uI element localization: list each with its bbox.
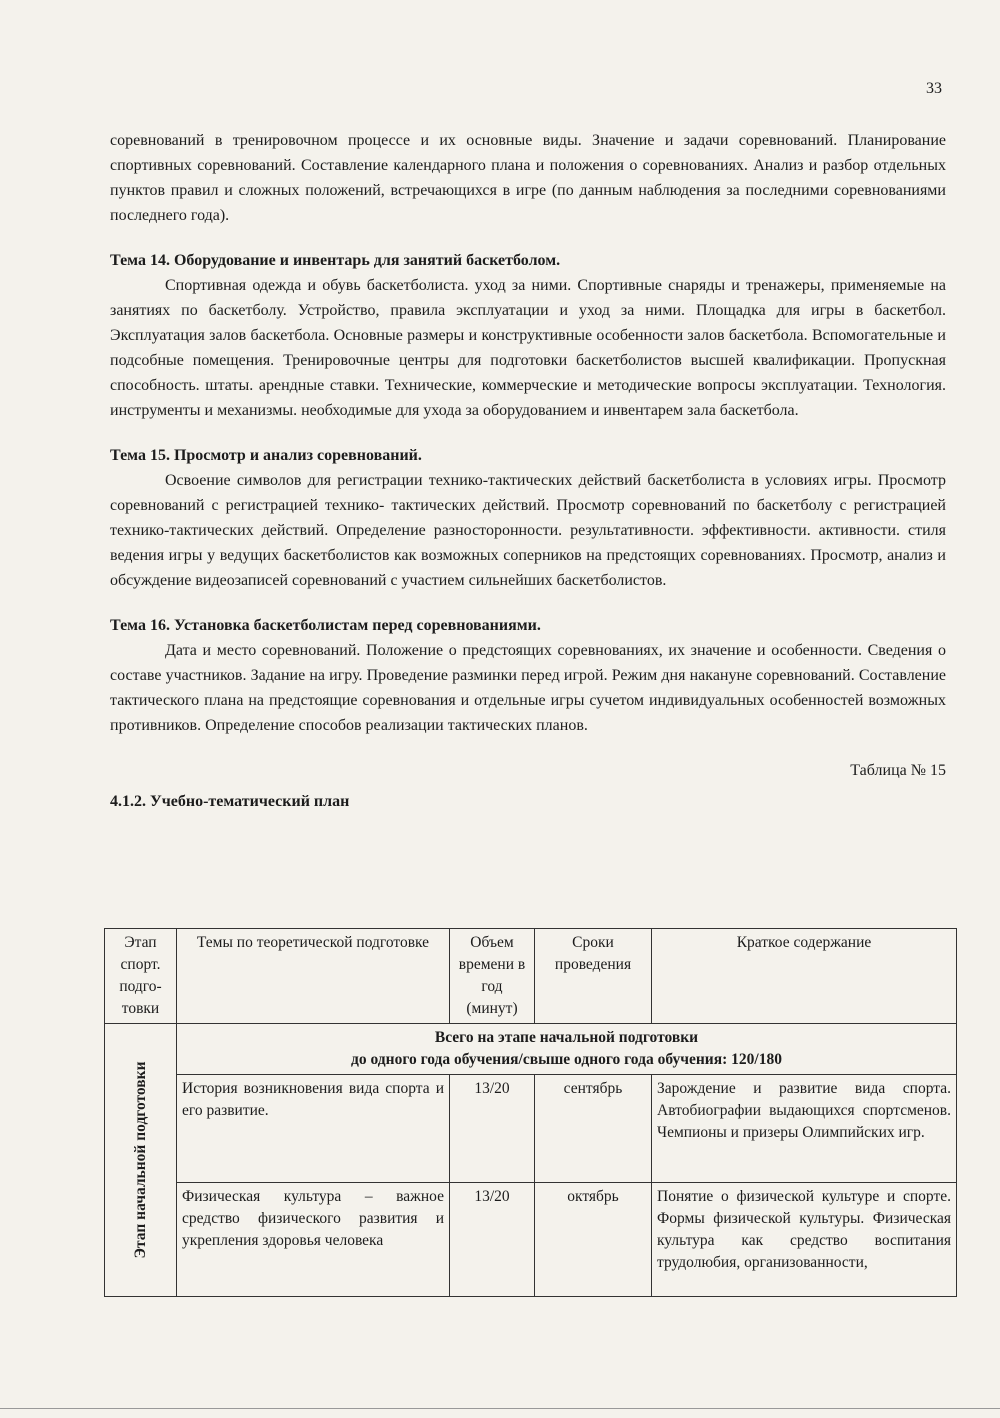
section-heading: Тема 16. Установка баскетболистам перед соревнованиями. [110,617,541,634]
stage-label: Этап начальной подготовки [131,1061,149,1259]
header-stage: Этап спорт. подго-товки [105,929,177,1024]
plan-title: 4.1.2. Учебно-тематический план [110,793,350,810]
term-cell: октябрь [535,1183,652,1297]
header-summary: Краткое содержание [652,929,957,1024]
summary-cell: Понятие о физической культуре и спорте. Формы физической культуры. Физическая культура как средство воспитания трудолюбия, организованности, [652,1183,957,1297]
curriculum-table [104,928,957,1297]
term-cell: сентябрь [535,1075,652,1183]
table-row [105,1075,957,1183]
volume-cell: 13/20 [450,1075,535,1183]
section-body: Спортивная одежда и обувь баскетболиста. уход за ними. Спортивные снаряды и тренажеры, применяемые на занятиях по баскетболу. Устройство, правила эксплуатации и уход за ними. Площадка для игры в баскетбол. Эксплуатация залов баскетбола. Основные размеры и конструктивные особенности залов баскетбола. Вспомогательные и подсобные помещения. Тренировочные центры для подготовки баскетболистов высшей квалификации. Пропускная способность. штаты. арендные ставки. Технические, коммерческие и методические вопросы эксплуатации. Технология. инструменты и механизмы. необходимые для ухода за оборудованием и инвентарем зала баскетбола. [110,277,946,419]
topic-cell: История возникновения вида спорта и его развитие. [177,1075,450,1183]
section-body: Дата и место соревнований. Положение о предстоящих соревнованиях, их значение и особенности. Сведения о составе участников. Задание на игру. Проведение разминки перед игрой. Режим дня накануне соревнований. Составление тактического плана на предстоящие соревнования и отдельные игры сучетом индивидуальных особенностей возможных противников. Определение способов реализации тактических планов. [110,642,946,734]
intro-paragraph: соревнований в тренировочном процессе и их основные виды. Значение и задачи соревнований. Планирование спортивных соревнований. Составление календарного плана и положения о соревнованиях. Анализ и разбор отдельных пунктов правил и сложных положений, встречающихся в игре (по данным наблюдения за последними соревнованиями последнего года). [110,132,946,224]
section-topic-16 [110,613,946,738]
header-volume: Объем времени в год (минут) [450,929,535,1024]
summary-cell: Зарождение и развитие вида спорта. Автобиографии выдающихся спортсменов. Чемпионы и призеры Олимпийских игр. [652,1075,957,1183]
table-header-row [105,929,957,1024]
page-bottom-divider [0,1408,1000,1409]
topic-cell: Физическая культура – важное средство физического развития и укрепления здоровья человека [177,1183,450,1297]
section-body: Освоение символов для регистрации технико-тактических действий баскетболиста в условиях игры. Просмотр соревнований с регистрацией технико- тактических действий. Просмотр соревнований по баскетболу с регистрацией технико-тактических действий. Определение разносторонности. результативности. эффективности. активности. стиля ведения игры у ведущих баскетболистов как возможных соперников на предстоящих соревнованиях. Просмотр, анализ и обсуждение видеозаписей соревнований с участием сильнейших баскетболистов. [110,472,946,589]
total-line-1: Всего на этапе начальной подготовки [434,1029,699,1046]
document-body [110,128,946,814]
section-topic-14 [110,248,946,423]
section-heading: Тема 15. Просмотр и анализ соревнований. [110,447,422,464]
header-topics: Темы по теоретической подготовке [177,929,450,1024]
total-row [105,1024,957,1075]
section-topic-15 [110,443,946,593]
total-cell [177,1024,957,1075]
page-number: 33 [926,80,942,97]
section-heading: Тема 14. Оборудование и инвентарь для занятий баскетболом. [110,252,561,269]
volume-cell: 13/20 [450,1183,535,1297]
table-caption: Таблица № 15 [850,762,946,779]
stage-cell [105,1024,177,1297]
table-row [105,1183,957,1297]
header-terms: Сроки проведения [535,929,652,1024]
total-line-2: до одного года обучения/свыше одного года обучения: 120/180 [351,1051,782,1068]
